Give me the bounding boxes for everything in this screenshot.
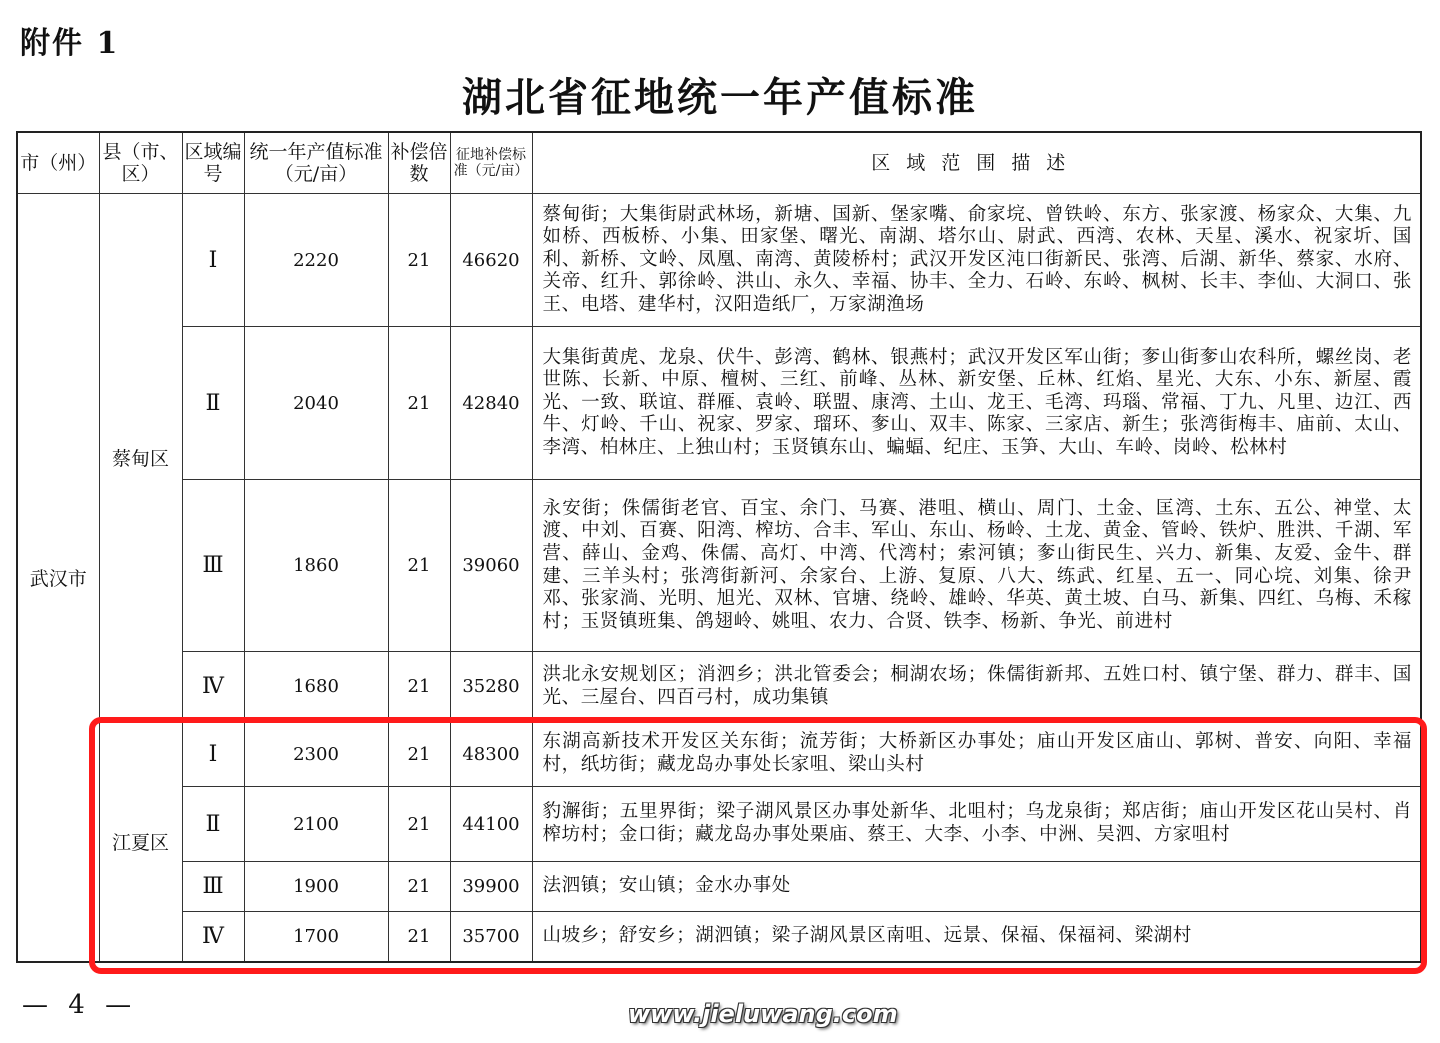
annual-value: 1900: [244, 862, 388, 912]
zone-code: Ⅱ: [182, 787, 244, 862]
compensation: 39060: [450, 480, 532, 652]
multiple: 21: [388, 787, 450, 862]
district-cell: 蔡甸区: [99, 194, 182, 722]
zone-description: 豹澥街；五里界街；梁子湖风景区办事处新华、北咀村；乌龙泉街；郑店街；庙山开发区花山吴村、肖榨坊村；金口街；藏龙岛办事处栗庙、蔡王、大李、小李、中洲、吴泗、方家咀村: [532, 787, 1421, 862]
compensation: 42840: [450, 327, 532, 480]
header-city: 市（州）: [17, 132, 99, 194]
compensation: 46620: [450, 194, 532, 327]
annual-value: 2300: [244, 722, 388, 787]
zone-code: Ⅰ: [182, 194, 244, 327]
header-multiple: 补偿倍数: [388, 132, 450, 194]
header-annual-value: 统一年产值标准（元/亩）: [244, 132, 388, 194]
annual-value: 2040: [244, 327, 388, 480]
compensation: 44100: [450, 787, 532, 862]
annual-value: 1680: [244, 652, 388, 722]
multiple: 21: [388, 194, 450, 327]
table-row: [17, 480, 1421, 652]
zone-description: 永安街；侏儒街老官、百宝、余门、马赛、港咀、横山、周门、土金、匡湾、土东、五公、神堂、太渡、中刘、百赛、阳湾、榨坊、合丰、军山、东山、杨岭、土龙、黄金、管岭、铁炉、胜洪、千湖、军营、薛山、金鸡、侏儒、高灯、中湾、代湾村；索河镇；奓山街民生、兴力、新集、友爱、金牛、群建、三羊头村；张湾街新河、余家台、上游、复原、八大、练武、红星、五一、同心垸、刘集、徐尹邓、张家淌、光明、旭光、双林、官塘、绕岭、雄岭、华英、黄土坡、白马、新集、四红、乌梅、禾稼村；玉贤镇班集、鸽翅岭、姚咀、农力、合贤、铁李、杨新、争光、前进村: [532, 480, 1421, 652]
zone-description: 东湖高新技术开发区关东街；流芳街；大桥新区办事处；庙山开发区庙山、郭树、普安、向阳、幸福村，纸坊街；藏龙岛办事处长家咀、梁山头村: [532, 722, 1421, 787]
page-number: — 4 —: [22, 990, 138, 1020]
header-description: 区域范围描述: [532, 132, 1421, 194]
city-cell: 武汉市: [17, 194, 99, 962]
multiple: 21: [388, 327, 450, 480]
document-title: 湖北省征地统一年产值标准: [462, 74, 978, 121]
zone-code: Ⅰ: [182, 722, 244, 787]
header-county: 县（市、区）: [99, 132, 182, 194]
table-row: [17, 194, 1421, 327]
multiple: 21: [388, 912, 450, 962]
zone-description: 法泗镇；安山镇；金水办事处: [532, 862, 1421, 912]
zone-description: 洪北永安规划区；消泗乡；洪北管委会；桐湖农场；侏儒街新邦、五姓口村、镇宁堡、群力、群丰、国光、三屋台、四百弓村，成功集镇: [532, 652, 1421, 722]
annual-value: 2100: [244, 787, 388, 862]
zone-code: Ⅱ: [182, 327, 244, 480]
zone-description: 山坡乡；舒安乡；湖泗镇；梁子湖风景区南咀、远景、保福、保福祠、梁湖村: [532, 912, 1421, 962]
header-code: 区域编号: [182, 132, 244, 194]
watermark: www.jieluwang.com: [628, 1000, 898, 1028]
zone-description: 蔡甸街；大集街尉武林场，新塘、国新、堡家嘴、俞家垸、曾铁岭、东方、张家渡、杨家众、大集、九如桥、西板桥、小集、田家堡、曙光、南湖、塔尔山、尉武、西湾、农林、天星、溪水、祝家圻、国利、新桥、文岭、凤凰、南湾、黄陵桥村；武汉开发区沌口街新民、张湾、后湖、新华、蔡家、水府、关帝、红升、郭徐岭、洪山、永久、幸福、协丰、全力、石岭、东岭、枫树、长丰、李仙、大洞口、张王、电塔、建华村，汉阳造纸厂，万家湖渔场: [532, 194, 1421, 327]
red-highlight-box: [89, 717, 1427, 974]
district-cell: 江夏区: [99, 722, 182, 962]
table-row: [17, 327, 1421, 480]
table-row: [17, 652, 1421, 722]
annual-value: 1700: [244, 912, 388, 962]
multiple: 21: [388, 722, 450, 787]
table-header-row: [17, 132, 1421, 194]
attachment-label: 附件 1: [20, 26, 120, 61]
multiple: 21: [388, 862, 450, 912]
compensation: 35280: [450, 652, 532, 722]
compensation: 39900: [450, 862, 532, 912]
zone-code: Ⅲ: [182, 480, 244, 652]
compensation: 35700: [450, 912, 532, 962]
compensation: 48300: [450, 722, 532, 787]
zone-description: 大集街黄虎、龙泉、伏牛、彭湾、鹤林、银燕村；武汉开发区军山街；奓山街奓山农科所，螺丝岗、老世陈、长新、中原、檀树、三红、前峰、丛林、新安堡、丘林、红焰、星光、大东、小东、新屋、霞光、一致、联谊、群雁、袁岭、联盟、康湾、土山、龙王、毛湾、玛瑙、常福、丁九、凡里、边江、西牛、灯岭、千山、祝家、罗家、瑠环、奓山、双丰、陈家、三家店、新生；张湾街梅丰、庙前、太山、李湾、柏林庄、上独山村；玉贤镇东山、蝙蝠、纪庄、玉笋、大山、车岭、岗岭、松林村: [532, 327, 1421, 480]
zone-code: Ⅳ: [182, 912, 244, 962]
zone-code: Ⅳ: [182, 652, 244, 722]
zone-code: Ⅲ: [182, 862, 244, 912]
multiple: 21: [388, 652, 450, 722]
annual-value: 2220: [244, 194, 388, 327]
header-compensation: 征地补偿标准（元/亩）: [450, 132, 532, 194]
multiple: 21: [388, 480, 450, 652]
annual-value: 1860: [244, 480, 388, 652]
